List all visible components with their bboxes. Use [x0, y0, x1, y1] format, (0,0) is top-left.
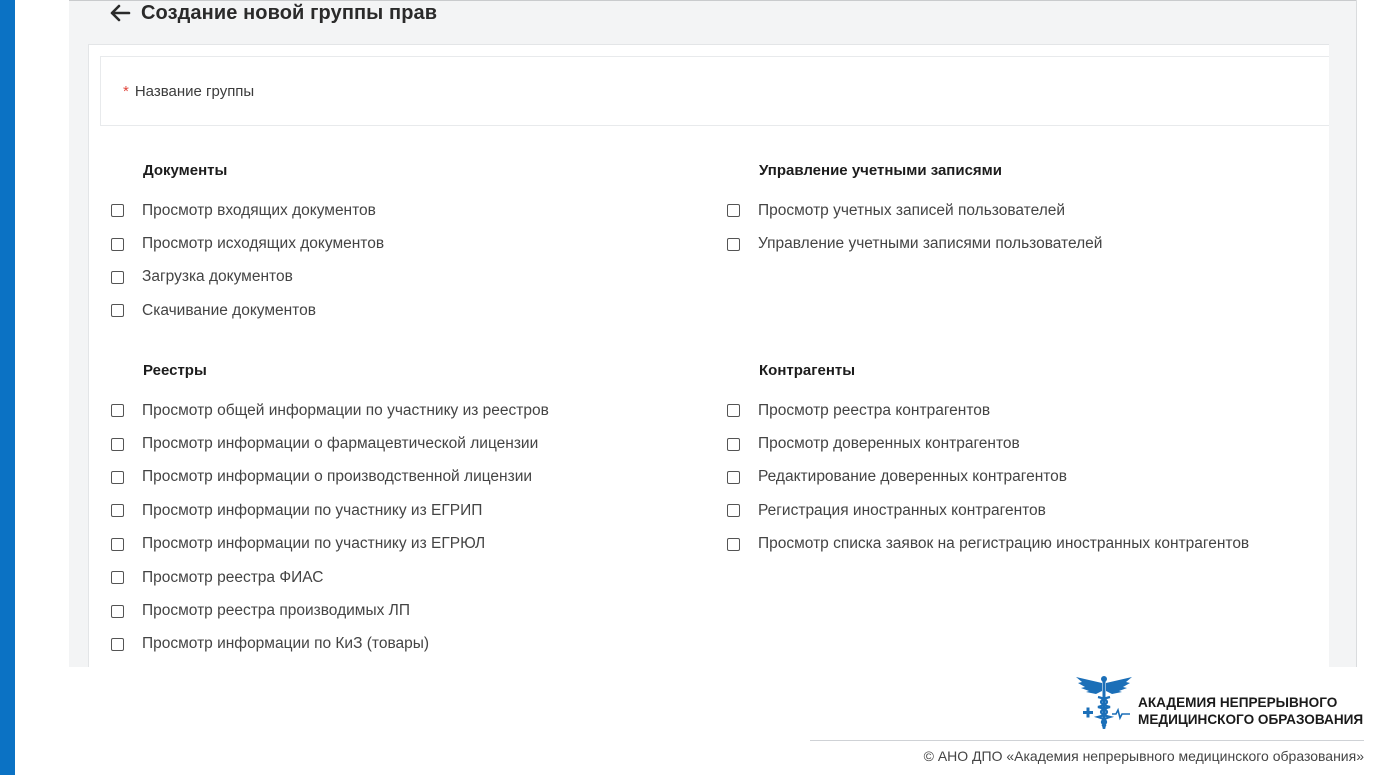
permission-item[interactable] [727, 227, 1102, 260]
checkbox[interactable] [727, 438, 740, 451]
permission-item[interactable] [111, 261, 384, 294]
checkbox[interactable] [111, 538, 124, 551]
permission-item[interactable] [727, 528, 1249, 561]
permission-label: Управление учетными записями пользователей [758, 235, 1103, 253]
group-form-card [88, 44, 1329, 667]
permission-item[interactable] [111, 561, 549, 594]
permission-item[interactable] [111, 427, 549, 460]
section-title-counterparties: Контрагенты [759, 362, 856, 379]
copyright-text: © АНО ДПО «Академия непрерывного медицинского образования» [923, 748, 1364, 764]
group-name-label [123, 83, 254, 100]
section-title-accounts: Управление учетными записями [759, 162, 1003, 179]
permission-label: Просмотр входящих документов [142, 201, 376, 219]
checkbox[interactable] [727, 538, 740, 551]
app-screenshot [69, 0, 1357, 667]
permission-label: Просмотр информации о фармацевтической лицензии [142, 435, 539, 453]
permission-item[interactable] [111, 528, 549, 561]
permission-label: Просмотр учетных записей пользователей [758, 201, 1066, 219]
checkbox[interactable] [111, 638, 124, 651]
checkbox[interactable] [111, 404, 124, 417]
permission-label: Скачивание документов [142, 301, 316, 319]
documents-permission-list [111, 194, 384, 328]
logo-line-2: МЕДИЦИНСКОГО ОБРАЗОВАНИЯ [1138, 712, 1364, 727]
permission-item[interactable] [111, 494, 549, 527]
permission-item[interactable] [111, 628, 549, 661]
checkbox[interactable] [111, 238, 124, 251]
permission-item[interactable] [111, 394, 549, 427]
logo-line-1: АКАДЕМИЯ НЕПРЕРЫВНОГО [1138, 695, 1338, 710]
page-header [109, 0, 437, 26]
permission-label: Просмотр информации по участнику из ЕГРЮЛ [142, 535, 486, 553]
checkbox[interactable] [111, 271, 124, 284]
academy-logo [1072, 673, 1372, 733]
checkbox[interactable] [727, 471, 740, 484]
logo-text [1138, 694, 1363, 728]
checkbox[interactable] [111, 304, 124, 317]
arrow-left-icon[interactable] [109, 4, 131, 22]
accounts-permission-list [727, 194, 1102, 261]
section-title-registries: Реестры [143, 362, 207, 379]
screenshot-edge [1356, 0, 1357, 667]
permission-label: Просмотр общей информации по участнику из реестров [142, 401, 549, 419]
footer-divider [810, 740, 1364, 741]
counterparties-permission-list [727, 394, 1249, 561]
permission-item[interactable] [111, 594, 549, 627]
permission-label: Загрузка документов [142, 268, 293, 286]
checkbox[interactable] [111, 571, 124, 584]
permission-label: Просмотр реестра контрагентов [758, 401, 991, 419]
slide-accent-bar [0, 0, 15, 775]
permission-item[interactable] [727, 461, 1249, 494]
checkbox[interactable] [111, 605, 124, 618]
checkbox[interactable] [111, 471, 124, 484]
permission-label: Просмотр информации о производственной лицензии [142, 468, 533, 486]
permission-item[interactable] [111, 194, 384, 227]
group-name-field[interactable] [100, 56, 1329, 126]
checkbox[interactable] [727, 204, 740, 217]
permission-label: Редактирование доверенных контрагентов [758, 468, 1068, 486]
permission-label: Просмотр реестра ФИАС [142, 568, 324, 586]
checkbox[interactable] [727, 404, 740, 417]
permission-label: Просмотр исходящих документов [142, 235, 385, 253]
permission-item[interactable] [111, 461, 549, 494]
permission-label: Просмотр доверенных контрагентов [758, 435, 1020, 453]
checkbox[interactable] [727, 238, 740, 251]
permission-label: Просмотр списка заявок на регистрацию иностранных контрагентов [758, 535, 1250, 553]
section-title-documents: Документы [143, 162, 228, 179]
permission-item[interactable] [727, 394, 1249, 427]
permission-item[interactable] [111, 294, 384, 327]
group-name-label-text: Название группы [134, 83, 255, 100]
checkbox[interactable] [111, 504, 124, 517]
permission-item[interactable] [727, 194, 1102, 227]
page-title: Создание новой группы прав [141, 1, 438, 24]
permission-label: Просмотр информации по участнику из ЕГРИП [142, 501, 483, 519]
permission-item[interactable] [727, 494, 1249, 527]
checkbox[interactable] [111, 204, 124, 217]
permission-item[interactable] [727, 427, 1249, 460]
permission-item[interactable] [111, 227, 384, 260]
checkbox[interactable] [111, 438, 124, 451]
caduceus-icon [1072, 673, 1136, 731]
permission-label: Просмотр информации по КиЗ (товары) [142, 635, 430, 653]
permission-label: Просмотр реестра производимых ЛП [142, 602, 410, 620]
permission-label: Регистрация иностранных контрагентов [758, 501, 1046, 519]
registries-permission-list [111, 394, 549, 661]
checkbox[interactable] [727, 504, 740, 517]
required-mark: * [123, 83, 129, 100]
